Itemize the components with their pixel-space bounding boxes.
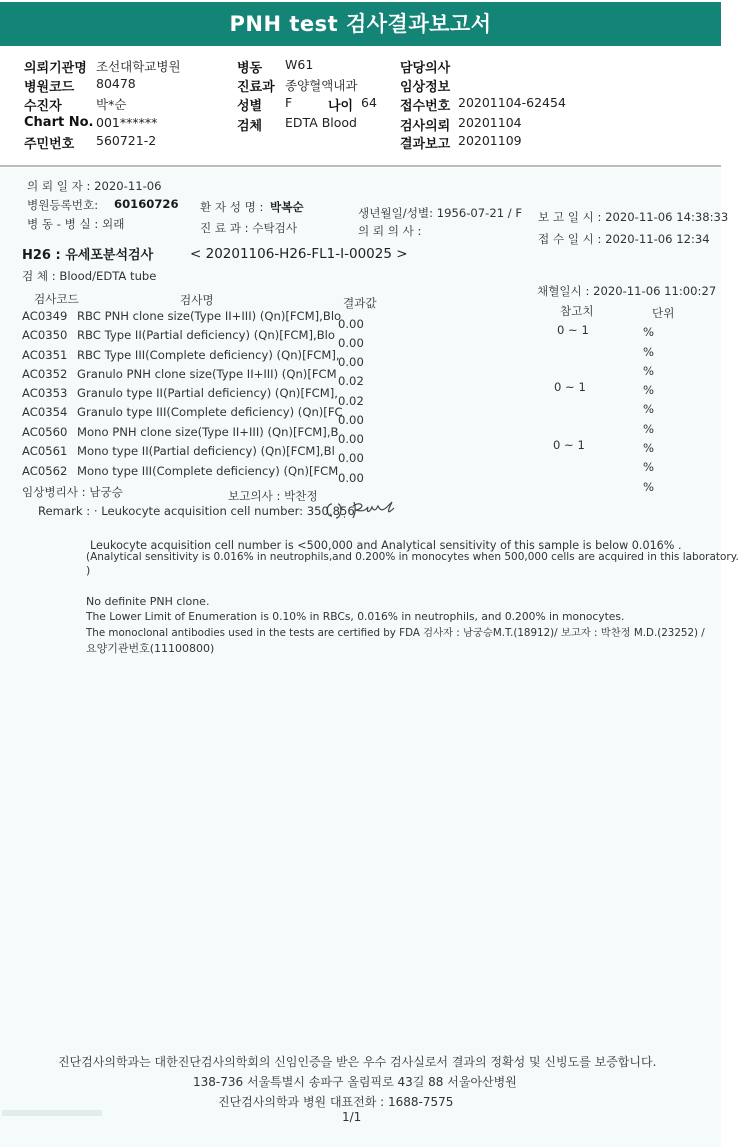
report-header [0, 54, 721, 152]
row-code: AC0350 [22, 328, 68, 342]
label-institution: 의뢰기관명 [24, 61, 87, 76]
label-report-date: 결과보고 [400, 137, 451, 152]
row-code: AC0561 [22, 444, 68, 458]
row-code: AC0351 [22, 348, 68, 362]
value-institution: 조선대학교병원 [96, 59, 181, 74]
note-line: The monoclonal antibodies used in the tests are certified by FDA 검사자 : 남궁승M.T.(18912)/ 보고자 : 박찬정 M.D.(23252) / [86, 627, 705, 639]
note-line: The Lower Limit of Enumeration is 0.10% in RBCs, 0.016% in neutrophils, and 0.200% in monocytes. [86, 610, 625, 623]
row-test-name: Mono type III(Complete deficiency) (Qn)[FCM [77, 464, 339, 478]
row-code: AC0562 [22, 464, 68, 478]
value-chart-no: 001****** [96, 115, 158, 130]
note-line: 요양기관번호(11100800) [86, 642, 215, 655]
row-result: 0.00 [338, 336, 364, 350]
row-test-name: Granulo PNH clone size(Type II+III) (Qn)[FCM [77, 367, 337, 381]
unit: % [643, 364, 655, 378]
exam-id: < 20201106-H26-FL1-I-00025 > [190, 246, 408, 262]
col-header-reference: 참고치 [560, 304, 594, 318]
row-result: 0.00 [338, 355, 364, 369]
footer-address: 138-736 서울특별시 송파구 올림픽로 43길 88 서울아산병원 [193, 1075, 517, 1089]
label-specimen: 검체 [237, 119, 263, 134]
row-test-name: Mono PNH clone size(Type II+III) (Qn)[FCM],B [77, 425, 339, 439]
row-test-name: RBC Type II(Partial deficiency) (Qn)[FCM],Blo [77, 328, 335, 342]
value-ward: W61 [285, 57, 314, 72]
row-result: 0.00 [338, 451, 364, 465]
birth-sex: 생년월일/성별: 1956-07-21 / F [358, 206, 523, 220]
row-test-name: Granulo type III(Complete deficiency) (Qn)[FC [77, 405, 343, 419]
label-sex: 성별 [237, 99, 263, 114]
reference-range: 0 ~ 1 [557, 323, 589, 337]
note-line: (Analytical sensitivity is 0.016% in neutrophils,and 0.200% in monocytes when 500,000 cells are acquired in this laboratory. [86, 551, 739, 563]
value-department: 종양혈액내과 [285, 78, 358, 93]
col-header-name: 검사명 [180, 293, 214, 307]
value-specimen: EDTA Blood [285, 115, 357, 130]
scan-watermark-mark [0, 1108, 110, 1118]
label-hospital-code: 병원코드 [24, 80, 75, 95]
col-header-code: 검사코드 [34, 292, 79, 306]
value-age: 64 [361, 95, 377, 110]
pathologist: 임상병리사 : 남궁승 [22, 485, 123, 499]
unit: % [643, 460, 655, 474]
value-patient: 박*순 [96, 97, 127, 112]
remark: Remark : · Leukocyte acquisition cell number: 350,856 [38, 504, 355, 518]
reporting-doctor: 보고의사 : 박찬정 [228, 489, 318, 503]
specimen-type: 검 체 : Blood/EDTA tube [22, 269, 157, 283]
unit: % [643, 402, 655, 416]
patient-name-label: 환 자 성 명 : [200, 200, 264, 214]
page-number: 1/1 [342, 1110, 362, 1124]
unit: % [643, 325, 655, 339]
receipt-datetime: 접 수 일 시 : 2020-11-06 12:34 [538, 232, 710, 246]
row-code: AC0349 [22, 309, 68, 323]
department: 진 료 과 : 수탁검사 [200, 221, 298, 235]
col-header-result: 결과값 [343, 296, 377, 310]
footer-phone: 진단검사의학과 병원 대표전화 : 1688-7575 [218, 1095, 454, 1109]
exam-title: H26 : 유세포분석검사 [22, 248, 154, 263]
requesting-doctor: 의 뢰 의 사 : [358, 224, 422, 238]
row-test-name: RBC Type III(Complete deficiency) (Qn)[FCM], [77, 348, 340, 362]
row-result: 0.00 [338, 317, 364, 331]
patient-name-value: 박복순 [270, 200, 304, 214]
header-divider [0, 165, 721, 167]
row-test-name: Mono type II(Partial deficiency) (Qn)[FCM],Bl [77, 444, 335, 458]
note-line: No definite PNH clone. [86, 595, 210, 608]
label-resident-no: 주민번호 [24, 137, 75, 152]
row-result: 0.02 [338, 394, 364, 408]
collection-datetime: 채혈일시 : 2020-11-06 11:00:27 [537, 284, 717, 298]
row-code: AC0352 [22, 367, 68, 381]
label-attending: 담당의사 [400, 61, 451, 76]
reg-no-label: 병원등록번호: [27, 198, 99, 212]
row-result: 0.00 [338, 413, 364, 427]
reg-no-value: 60160726 [114, 197, 179, 211]
reference-range: 0 ~ 1 [553, 438, 585, 452]
label-chart-no: Chart No. [24, 115, 94, 130]
col-header-unit: 단위 [652, 306, 675, 320]
value-sex: F [285, 95, 293, 110]
note-line: ) [86, 564, 91, 577]
row-code: AC0353 [22, 386, 68, 400]
ward-room: 병 동 - 병 실 : 외래 [27, 217, 125, 231]
row-result: 0.02 [338, 374, 364, 388]
label-request-date: 검사의뢰 [400, 119, 451, 134]
unit: % [643, 383, 655, 397]
row-result: 0.00 [338, 432, 364, 446]
label-clinical-info: 임상정보 [400, 80, 451, 95]
unit: % [643, 480, 655, 494]
label-patient: 수진자 [24, 99, 62, 114]
unit: % [643, 345, 655, 359]
label-age: 나이 [328, 99, 354, 114]
request-date: 의 뢰 일 자 : 2020-11-06 [27, 179, 162, 193]
value-hospital-code: 80478 [96, 76, 136, 91]
report-datetime: 보 고 일 시 : 2020-11-06 14:38:33 [538, 210, 729, 224]
scanned-report [0, 168, 739, 1147]
row-code: AC0560 [22, 425, 68, 439]
value-request-date: 20201104 [458, 115, 522, 130]
value-resident-no: 560721-2 [96, 133, 157, 148]
unit: % [643, 441, 655, 455]
unit: % [643, 422, 655, 436]
footer-certification: 진단검사의학과는 대한진단검사의학회의 신임인증을 받은 우수 검사실로서 결과의 정확성 및 신빙도를 보증합니다. [58, 1055, 657, 1069]
value-report-date: 20201109 [458, 133, 522, 148]
value-accession-no: 20201104-62454 [458, 95, 566, 110]
label-accession-no: 접수번호 [400, 99, 451, 114]
row-test-name: RBC PNH clone size(Type II+III) (Qn)[FCM],Blo [77, 309, 342, 323]
row-test-name: Granulo type II(Partial deficiency) (Qn)[FCM], [77, 386, 338, 400]
row-result: 0.00 [338, 471, 364, 485]
label-department: 진료과 [237, 80, 275, 95]
label-ward: 병동 [237, 61, 263, 76]
reference-range: 0 ~ 1 [554, 380, 586, 394]
row-code: AC0354 [22, 405, 68, 419]
report-title: PNH test 검사결과보고서 [0, 2, 721, 46]
note-line: Leukocyte acquisition cell number is <500,000 and Analytical sensitivity of this sample is below 0.016% . [90, 539, 682, 552]
